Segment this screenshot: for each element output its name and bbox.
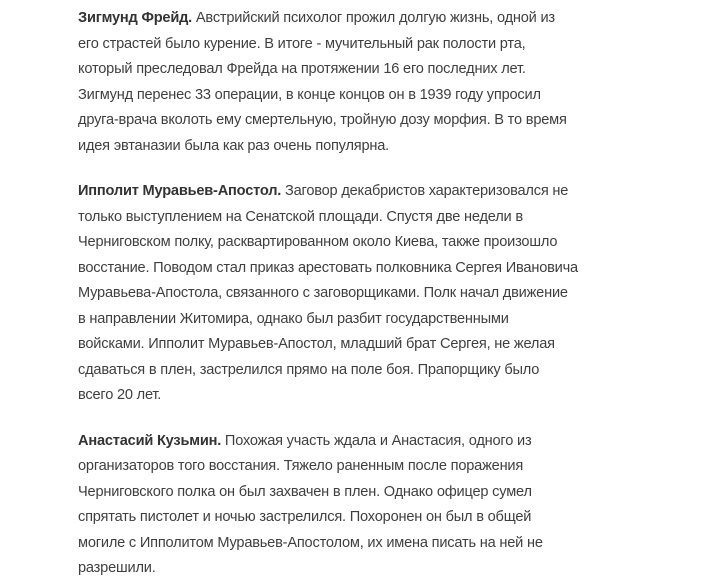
paragraph-kuzmin	[78, 429, 578, 582]
person-name-freud: Зигмунд Фрейд.	[78, 10, 193, 26]
paragraph-text-kuzmin: Похожая участь ждала и Анастасия, одного из организаторов того восстания. Тяжело раненным после поражения Черниговского полка он был захвачен в плен. Однако офицер сумел спрятать пистолет и ночью застрелился. Похоронен он был в общей могиле с Ипполитом Муравьев-Апостолом, их имена писать на ней не разрешили.	[78, 432, 543, 576]
paragraph-text-muravyov-apostol: Заговор декабристов характеризовался не только выступлением на Сенатской площади. Спустя две недели в Черниговском полку, расквартированном около Киева, также произошло восстание. Поводом стал приказ арестовать полковника Сергея Ивановича Муравьева-Апостола, связанного с заговорщиками. Полк начал движение в направлении Житомира, однако был разбит государственными войсками. Ипполит Муравьев-Апостол, младший брат Сергея, не желая сдаваться в плен, застрелился прямо на поле боя. Прапорщику было всего 20 лет.	[78, 183, 578, 403]
paragraph-text-freud: Австрийский психолог прожил долгую жизнь, одной из его страстей было курение. В итоге - мучительный рак полости рта, который преследовал Фрейда на протяжении 16 его последних лет. Зигмунд перенес 33 операции, в конце концов он в 1939 году упросил друга-врача вколоть ему смертельную, тройную дозу морфия. В то время идея эвтаназии была как раз очень популярна.	[78, 10, 567, 154]
paragraph-freud	[78, 6, 578, 159]
person-name-kuzmin: Анастасий Кузьмин.	[78, 432, 222, 449]
paragraph-muravyov-apostol	[78, 179, 578, 409]
person-name-muravyov-apostol: Ипполит Муравьев-Апостол.	[78, 183, 282, 199]
